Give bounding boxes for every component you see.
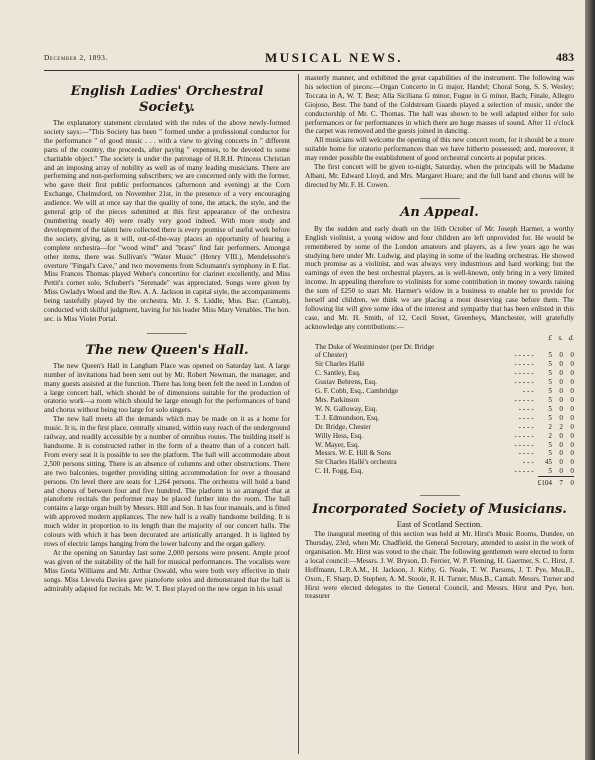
subscription-row <box>305 343 574 352</box>
article-heading: An Appeal. <box>400 204 479 220</box>
subscriber-name: C. H. Fogg, Esq. <box>315 467 364 476</box>
subscriber-name: Gustav Behrens, Esq. <box>315 378 377 387</box>
subscription-row <box>305 432 574 441</box>
article-an-appeal <box>305 205 574 488</box>
amount-pence: 0 <box>570 360 574 369</box>
leader-dots: - - - - <box>518 422 534 431</box>
article-subheading: East of Scotland Section. <box>396 519 483 530</box>
leader-dots: - - - - - <box>514 431 534 440</box>
column-divider <box>298 74 299 754</box>
subscriber-name: W. N. Galloway, Esq. <box>315 404 378 413</box>
subscription-row <box>305 351 574 360</box>
amount-shillings: 0 <box>559 369 563 378</box>
section-separator <box>420 198 460 199</box>
subscriber-name: of Chester) <box>315 351 348 360</box>
subscription-row <box>305 396 574 405</box>
amount-pounds: 5 <box>548 413 552 422</box>
amount-pounds: 5 <box>548 360 552 369</box>
amount-pounds: 5 <box>548 351 552 360</box>
subscription-row <box>305 405 574 414</box>
amount-shillings: 2 <box>559 422 563 431</box>
subscription-row <box>305 369 574 378</box>
subscription-total-row <box>305 477 574 488</box>
pounds-header: £ <box>548 333 552 342</box>
leader-dots: - - - <box>522 387 534 396</box>
amount-pounds: 5 <box>548 467 552 476</box>
section-separator <box>147 333 187 334</box>
subscriber-name: The Duke of Westminster (per Dr. Bridge <box>315 342 435 351</box>
amount-shillings: 0 <box>559 431 563 440</box>
amount-shillings: 0 <box>559 467 563 476</box>
leader-dots: - - - - <box>518 404 534 413</box>
amount-shillings: 0 <box>559 360 563 369</box>
amount-pence: 0 <box>570 422 574 431</box>
amount-shillings: 0 <box>559 396 563 404</box>
article-paragraph: At the opening on Saturday last some 2,000 persons were present. Ample proof was given of the suitability of the hall for musical performances. The vocalists were Miss Greta Williams and Mr. Arthur Oswald, who were both very effective in their songs. Miss Llewela Davies gave pianoforte solos and demonstrated that the hall is admirably adapted for recitals. Mr. W. T. Best played on the new organ in his usual <box>44 548 290 593</box>
amount-pence: 0 <box>570 351 574 360</box>
issue-date: December 2, 1893. <box>44 53 108 62</box>
amount-shillings: 0 <box>559 404 563 413</box>
amount-shillings: 0 <box>559 449 563 458</box>
leader-dots: - - - - - <box>514 369 534 378</box>
amount-pounds: 5 <box>548 449 552 458</box>
subscriber-name: G. F. Cobb, Esq., Cambridge <box>315 387 399 396</box>
article-paragraph: By the sudden and early death on the 16th October of Mr. Joseph Harmer, a worthy English violinist, a young widow and four children are left unprovided for. He would be remembered by some of the London amateurs and players, as a few years ago he was studying here under Mr. Ludwig, and playing in some of the leading orchestras. He showed much promise as a violinist, and was always very industrious and hard working; but the earnings of even the best orchestral players, as is well-known, only bring in a very limited income. In appealing therefore to violinists for some contribution in money towards raising the sum of £250 to start Mr. Harmer's widow in a business to enable her to provide for herself and children, we think we are placing a most deserving case before them. The following list will give some idea of the interest and sympathy that has been enlisted in this case, and Mr. H. Smith, of 12, Cecil Street, Greenheys, Manchester, will gratefully acknowledge any contributions:— <box>305 224 574 331</box>
amount-pounds: 5 <box>548 440 552 449</box>
article-paragraph: The new hall meets all the demands which may be made on it as a home for music. It is, in the first place, centrally situated, within easy reach of the underground railway, and readily accessible by a number of omnibus routes. The building itself is handsome. It is constructed rather in the form of a theatre than of a concert hall. From every seat it is possible to see the platform. The hall will accommodate about 2,500 persons sitting. There is an absence of columns and other obstructions. There are two balconies, together providing sitting accommodation for over a thousand persons. On level there are seats for 1,264 persons. The orchestra will hold a band and chorus of between four and five hundred. The platform is so arranged that at pianoforte recitals the performer may be placed further into the room. The hall contains a large organ built by Messrs. Hill and Son. It has four manuals, and is fitted with approved modern appliances. The new hall is a really handsome building. It is much wider in proportion to its length than the majority of our concert halls. The colours with which it has been decorated are artistically arranged. It is lighted by rows of electric lamps hanging from the lower balcony and the organ gallery. <box>44 415 290 548</box>
amount-shillings <box>552 343 563 352</box>
leader-dots: - - - - <box>518 413 534 422</box>
leader-dots: - - - - - <box>514 378 534 387</box>
article-heading: Incorporated Society of Musicians. <box>312 502 567 518</box>
amount-pence: 0 <box>570 413 574 422</box>
subscriber-name: W. Mayer, Esq. <box>315 440 360 449</box>
subscription-row <box>305 467 574 476</box>
leader-dots: - - - - - <box>514 351 534 360</box>
leader-dots: - - - - - <box>514 396 534 404</box>
subscription-row <box>305 458 574 467</box>
leader-dots: - - - - - <box>514 467 534 476</box>
amount-pounds: 5 <box>548 404 552 413</box>
subscriber-name: Mrs. Parkinson <box>315 396 359 404</box>
subscription-row <box>305 378 574 387</box>
subscription-row <box>305 414 574 423</box>
subscription-row <box>305 423 574 432</box>
article-paragraph: All musicians will welcome the opening of this new concert room, for it should be a more suitable home for oratorio performances than we have hitherto possessed; and, moreover, it may render possible the establishment of good orchestral concerts at popular prices. <box>305 136 574 163</box>
subscription-row <box>305 441 574 450</box>
right-column <box>305 74 574 601</box>
total-pounds: £104 <box>538 477 552 488</box>
subscriber-name: Dr. Bridge, Chester <box>315 422 371 431</box>
publication-title: MUSICAL NEWS. <box>265 50 403 65</box>
article-heading: The new Queen's Hall. <box>85 342 249 358</box>
page-number: 483 <box>556 50 574 64</box>
subscription-row <box>305 360 574 369</box>
section-separator <box>420 495 460 496</box>
amount-pence: 0 <box>570 449 574 458</box>
shillings-header: s. <box>558 333 563 342</box>
amount-pounds: 5 <box>548 387 552 396</box>
pence-header: d. <box>568 333 574 342</box>
subscriber-name: Sir Charles Hallé <box>315 360 365 369</box>
leader-dots <box>502 343 537 352</box>
article-queens-hall <box>44 343 290 594</box>
amount-pence: 0 <box>570 396 574 404</box>
subscriber-name: T. J. Edmundson, Esq. <box>315 413 380 422</box>
subscription-rows <box>305 343 574 477</box>
amount-shillings: 0 <box>559 351 563 360</box>
subscription-list <box>305 334 574 488</box>
article-paragraph: The inaugural meeting of this section was held at Mr. Hirst's Music Rooms, Dundee, on Thursday, 23rd, when Mr. Chadfield, the General Secretary, attended to assist in the work of organisation. Mr. Hirst was voted to the chair. The following gentlemen were elected to form a local council:—Messrs. J. W. Bryson, D. Ferrier, W. P. Fleming, H. Gaertner, S. C. Hirst, J. Hoffmann, L.R.A.M., H. Jackson, J. Kirby, G. Neale, T. W. Parsons, J. T. Pye, Mus.B., Oxon., F. Sharp, D. Stephen, A. M. Stoole, R. H. Turner, Mus.B., Cantab. Messrs. Turner and Hirst were elected delegates to the General Council, and Messrs. Hirst and Pye, hon. treasurer <box>305 530 574 601</box>
page-header <box>44 50 574 66</box>
amount-pounds: 2 <box>548 431 552 440</box>
amount-shillings: 0 <box>559 440 563 449</box>
leader-dots: - - - - - <box>514 440 534 449</box>
subscriber-name: Messrs. W. E. Hill & Sons <box>315 449 391 458</box>
subscription-header-row <box>305 334 574 343</box>
total-shillings: 7 <box>552 477 563 488</box>
amount-shillings: 0 <box>559 413 563 422</box>
total-pence: 0 <box>563 477 574 488</box>
amount-shillings: 0 <box>559 378 563 387</box>
amount-pounds: 5 <box>548 369 552 378</box>
leader-dots: - - - <box>522 458 534 467</box>
article-paragraph: The first concert will be given to-night, Saturday, when the principals will be Madame Albani, Mr. Edward Lloyd, and Mrs. Margaret Hoare; and the full band and chorus will be directed by Mr. F. H. Cowen. <box>305 163 574 189</box>
subscriber-name: Sir Charles Hallé's orchestra <box>315 458 397 467</box>
leader-dots: - - - - <box>518 449 534 458</box>
subscriber-name: C. Santley, Esq. <box>315 369 361 378</box>
page-edge-shadow <box>585 0 595 760</box>
subscriber-name: Willy Hess, Esq. <box>315 431 364 440</box>
leader-dots: - - - - - <box>514 360 534 369</box>
amount-pence: 0 <box>570 369 574 378</box>
subscription-row <box>305 449 574 458</box>
article-paragraph: The new Queen's Hall in Langham Place was opened on Saturday last. A large number of invitations had been sent out by Mr. Robert Newman, the manager, and many guests assisted at the function. There has long been felt the need in London of a large concert hall, which should be of dimensions suitable for the production of oratorio work—a room which should be large enough for the performances of band and chorus without being too large for solo singers. <box>44 361 290 415</box>
article-continuation <box>305 74 574 190</box>
amount-pence: 0 <box>570 378 574 387</box>
amount-pounds <box>538 343 552 352</box>
amount-pence <box>563 343 574 352</box>
amount-pence: 0 <box>570 387 574 396</box>
amount-pence: 0 <box>570 404 574 413</box>
article-heading: English Ladies' Orchestral Society. <box>70 84 264 115</box>
article-ladies-orchestral-society <box>44 84 290 324</box>
amount-pounds: 5 <box>548 396 552 404</box>
article-incorporated-society <box>305 502 574 601</box>
amount-pounds: 45 <box>544 458 552 467</box>
amount-pence: 0 <box>570 440 574 449</box>
amount-shillings: 0 <box>559 387 563 396</box>
amount-shillings: 0 <box>559 458 563 467</box>
subscription-row <box>305 387 574 396</box>
left-column <box>44 74 290 593</box>
article-paragraph: masterly manner, and exhibited the great capabilities of the instrument. The following was his selection of pieces:—Organ Concerto in G major, Handel; Choral Song, S. S. Wesley; Toccata in A, W. T. Best; Alla Siciliana G minor, Fugue in G minor, Bach; Finale, Allegro Giojoso, Best. The band of the Coldstream Guards played a selection of music, under the conductorship of Mr. C. Thomas. The hall was shown to be well adapted either for solo performances or for performances in which there are huge masses of sound. After 11 o'clock the carpet was removed and the guests joined in dancing. <box>305 74 574 136</box>
amount-pence: 0 <box>570 431 574 440</box>
amount-pence: 0 <box>570 458 574 467</box>
header-rule <box>44 70 574 71</box>
amount-pounds: 2 <box>548 422 552 431</box>
amount-pounds: 5 <box>548 378 552 387</box>
article-paragraph: The explanatory statement circulated with the rules of the above newly-formed society says:—"This Society has been " formed under a professional conductor for the performance " of good music . . . with a view to giving concerts in " different parts of the country, the proceeds, after paying " expenses, to be devoted to some charitable object." The society is under the patronage of H.R.H. Princess Christian and an imposing array of nobility as well as of many leading musicians. There are performing and non-performing subscribers; we are concerned only with the former, who gave their first public performances (afternoon and evening) at the Corn Exchange, Chelmsford, on November 21st, in the presence of a very encouraging audience. We will at once say that the quality of tone, the attack, the style, and the general grip of the pieces submitted at this first appearance of the orchestra (numbering nearly 40) were really very good indeed. With more study and development of the talent here collected there is every promise of useful work before the society, giving, as it will, out-of-the-way places an opportunity of hearing a complete orchestra—for "wood wind" and "brass" find fair performers. Amongst other items, there was Sullivan's "Water Music" (Henry VIII.), Mendelssohn's overture "Fingal's Cave," and two movements from Schumann's symphony in E flat. Miss Frances Thomas played Weber's concertino for clarinet excellently, and Miss Pettit's cornet solo, Schubert's "Serenade" was appreciated. Songs were given by Miss Gwladys Wood and the Rev. A. A. Jackson in capital style, the accompaniments being tastefully played by the orchestra. Mr. J. S. Liddle, Mus. Bac. (Cantab), conducted with skilful judgment, having for his leader Miss Mary Venables. The hon. sec. is Miss Violet Portal. <box>44 119 290 323</box>
amount-pence: 0 <box>570 467 574 476</box>
